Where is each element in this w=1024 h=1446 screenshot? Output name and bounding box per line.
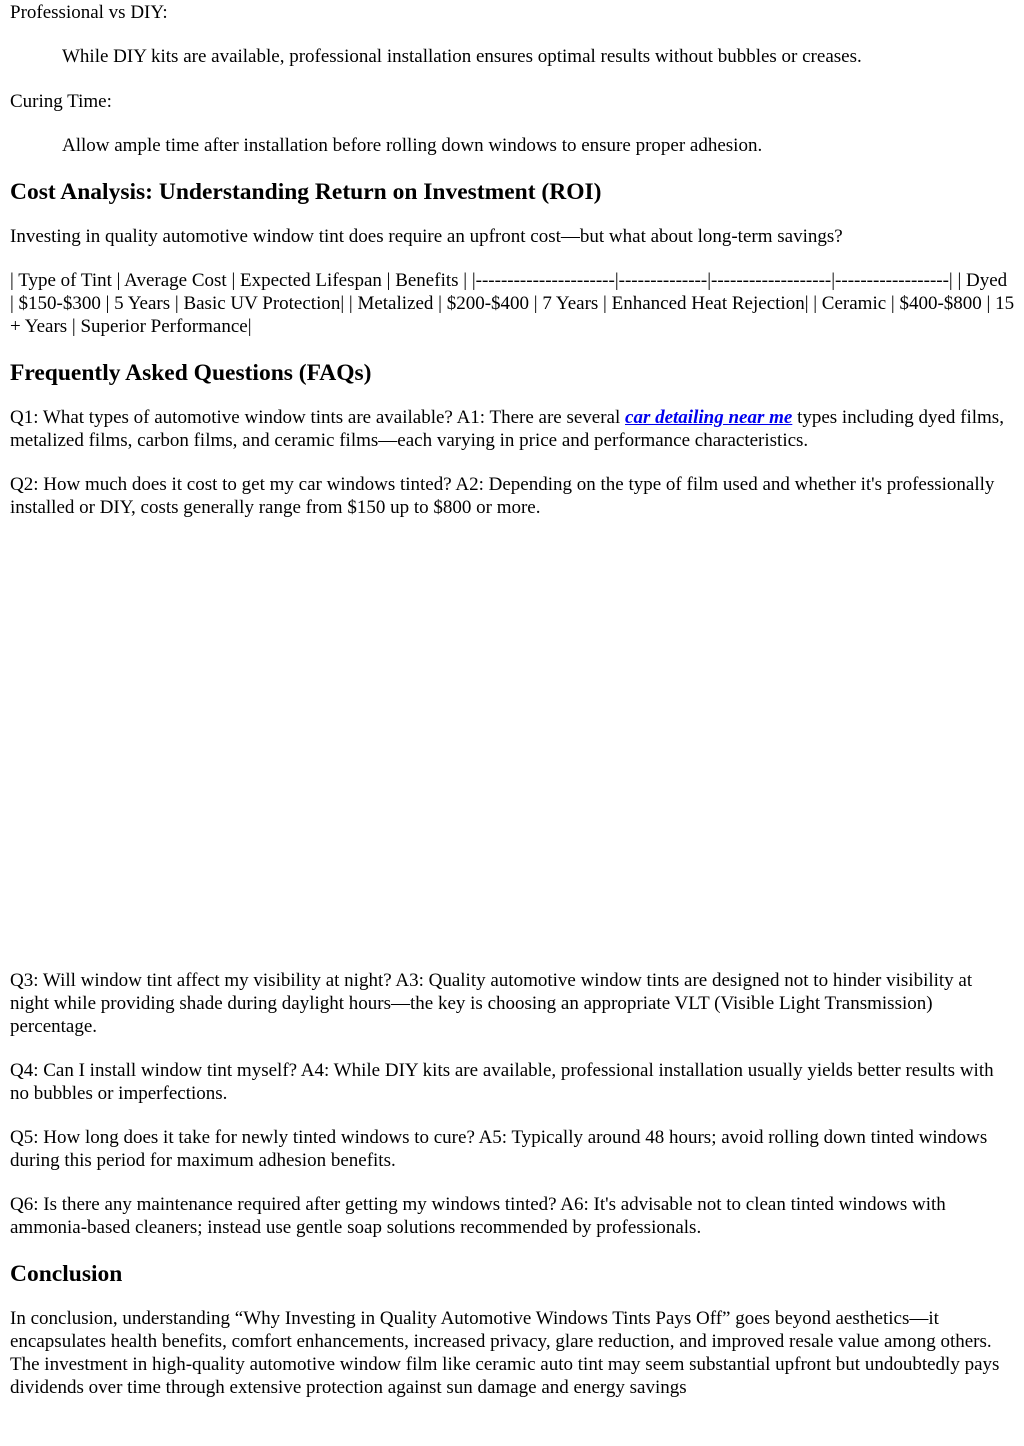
faq-q1-text-after: types including dyed films, metalized films, carbon films, and ceramic films—each varying in price and performance characteristics. [10,407,1004,451]
car-detailing-link[interactable]: car detailing near me [625,407,793,428]
faq-q2-paragraph: Q2: How much does it cost to get my car windows tinted? A2: Depending on the type of film used and whether it's professionally installed or DIY, costs generally range from $150 up to $800 or more. [10,474,995,518]
faq-q3-paragraph: Q3: Will window tint affect my visibility at night? A3: Quality automotive window tints are designed not to hinder visibility at night while providing shade during daylight hours—the key is choosing an appropriate VLT (Visible Light Transmission) percentage. [10,970,973,1037]
roi-heading: Cost Analysis: Understanding Return on Investment (ROI) [10,179,602,205]
faq-q1-text-before: Q1: What types of automotive window tints are available? A1: There are several [10,407,626,428]
faq-q5-paragraph: Q5: How long does it take for newly tinted windows to cure? A5: Typically around 48 hours; avoid rolling down tinted windows during this period for maximum adhesion benefits. [10,1127,988,1171]
article-body [10,0,1015,1399]
faq-heading: Frequently Asked Questions (FAQs) [10,360,372,386]
roi-intro-paragraph: Investing in quality automotive window tint does require an upfront cost—but what about long-term savings? [10,226,843,247]
definition-text-professional-vs-diy: While DIY kits are available, professional installation ensures optimal results without bubbles or creases. [62,46,862,67]
faq-q1-paragraph [10,406,1015,452]
conclusion-heading: Conclusion [10,1261,123,1287]
blank-space [10,540,1015,969]
roi-table-text: | Type of Tint | Average Cost | Expected Lifespan | Benefits | |----------------------|--------------|-------------------|------------------| | Dyed | $150-$300 | 5 Years | Basic UV Protection| | Metalized | $200-$400 | 7 Years | Enhanced Heat Rejection| | Ceramic | $400-$800 | 15+ Years | Superior Performance| [10,270,1015,337]
definition-term-curing-time: Curing Time: [10,91,112,112]
faq-q4-paragraph: Q4: Can I install window tint myself? A4: While DIY kits are available, professional installation usually yields better results with no bubbles or imperfections. [10,1060,994,1104]
conclusion-paragraph: In conclusion, understanding “Why Investing in Quality Automotive Windows Tints Pays Off” goes beyond aesthetics—it encapsulates health benefits, comfort enhancements, increased privacy, glare reduction, and improved resale value among others. The investment in high-quality automotive window film like ceramic auto tint may seem substantial upfront but undoubtedly pays dividends over time through extensive protection against sun damage and energy savings [10,1308,1000,1398]
definition-text-curing-time: Allow ample time after installation before rolling down windows to ensure proper adhesion. [62,135,763,156]
definition-term-professional-vs-diy: Professional vs DIY: [10,2,168,23]
faq-q6-paragraph: Q6: Is there any maintenance required after getting my windows tinted? A6: It's advisable not to clean tinted windows with ammonia-based cleaners; instead use gentle soap solutions recommended by professionals. [10,1194,946,1238]
